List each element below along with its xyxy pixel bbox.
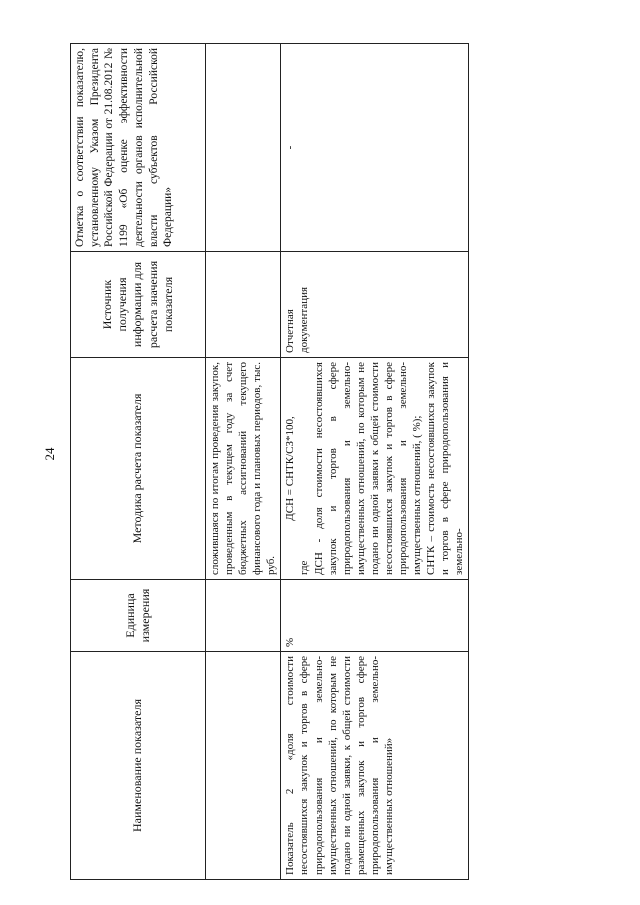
method-dsn-definition: ДСН - доля стоимости несостоявшихся закупок и торгов в сфере природопользования и земельно-имущественных отношений, по которым не подано ни одной заявки к общей стоимости несостоявшихся закупок и торгов в сфере природопользования и земельно-имущественных отношений, ( %); xyxy=(312,362,424,575)
table-header-row xyxy=(71,44,206,880)
cell-method xyxy=(281,358,469,580)
table-row-continued xyxy=(206,44,281,880)
rotated-table-wrapper xyxy=(70,44,570,880)
page-number: 24 xyxy=(42,447,57,461)
header-source: Источник получения информации для расчета значения показателя xyxy=(71,252,206,358)
cell-empty xyxy=(206,652,281,880)
cell-empty xyxy=(206,580,281,652)
method-sntk-definition: СНТК – стоимость несостоявшихся закупок и торгов в сфере природопользования и земельно- xyxy=(425,362,466,575)
cell-source: Отчетная документация xyxy=(281,252,469,358)
cell-empty xyxy=(206,44,281,252)
header-decree: Отметка о соответствии показателю, установленному Указом Президента Российской Федерации от 21.08.2012 № 1199 «Об оценке эффективности деятельности органов исполнительной власти субъектов Российской Федерации» xyxy=(71,44,206,252)
method-where: где xyxy=(298,560,311,575)
header-method: Методика расчета показателя xyxy=(71,358,206,580)
header-unit: Единица измерения xyxy=(71,580,206,652)
header-name: Наименование показателя xyxy=(71,652,206,880)
cell-decree-mark: - xyxy=(281,44,469,252)
cell-unit: % xyxy=(281,580,469,652)
cell-method-continued: сложившаяся по итогам проведения закупок, проведенным в текущем году за счет бюджетных ассигнований текущего финансового года и плановых периодов, тыс. руб. xyxy=(206,358,281,580)
indicators-table xyxy=(70,43,469,880)
method-formula: ДСН = СНТК/СЗ*100, xyxy=(284,416,297,521)
cell-indicator-name: Показатель 2 «доля стоимости несостоявшихся закупок и торгов в сфере природопользования и земельно-имущественных отношений, по которым не подано ни одной заявки, к общей стоимости размещенных закупок и торгов сфере природопользования и земельно-имущественных отношений» xyxy=(281,652,469,880)
table-row-indicator-2 xyxy=(281,44,469,880)
cell-empty xyxy=(206,252,281,358)
